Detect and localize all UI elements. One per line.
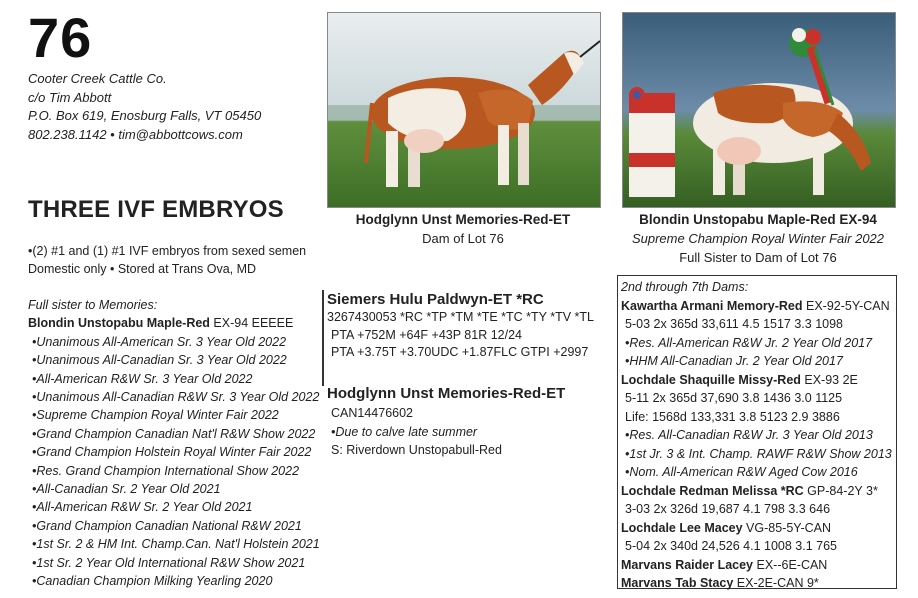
pedigree-detail: 5-03 2x 365d 33,611 4.5 1517 3.3 1098 <box>625 317 844 331</box>
achievement-item: •All-American R&W Sr. 3 Year Old 2022 <box>32 371 253 386</box>
pedigree-dam-classification: VG-85-5Y-CAN <box>742 520 832 535</box>
pedigree-header: 2nd through 7th Dams: <box>621 280 749 294</box>
pedigree-dam-classification: EX-93 2E <box>800 372 858 387</box>
pedigree-detail: •Res. All-American R&W Jr. 2 Year Old 2017 <box>625 335 873 350</box>
sire-name: Siemers Hulu Paldwyn-ET *RC <box>327 291 544 308</box>
dam-caption-title: Hodglynn Unst Memories-Red-ET <box>355 212 571 227</box>
pedigree-list <box>621 278 892 593</box>
consignor-farm: Cooter Creek Cattle Co. <box>28 71 167 86</box>
pedigree-dam-name: Kawartha Armani Memory-Red <box>621 298 803 313</box>
full-sister-header: Full sister to Memories: <box>28 298 158 312</box>
pedigree-dam <box>621 371 892 390</box>
dam-photo <box>327 12 601 208</box>
pedigree-dam-name: Lochdale Shaquille Missy-Red <box>621 372 801 387</box>
dam-section <box>327 384 565 460</box>
achievement-item: •Grand Champion Canadian Nat'l R&W Show 2022 <box>32 426 316 441</box>
dam-registration: CAN14476602 <box>331 406 414 420</box>
dam-caption-subtitle: Dam of Lot 76 <box>422 231 504 246</box>
pedigree-dam-name: Marvans Raider Lacey <box>621 557 754 572</box>
sire-section <box>327 290 594 362</box>
achievement-item: •Grand Champion Holstein Royal Winter Fair 2022 <box>32 445 312 460</box>
full-sister-caption-title: Blondin Unstopabu Maple-Red EX-94 <box>639 212 877 227</box>
pedigree-dam-name: Lochdale Lee Macey <box>621 520 743 535</box>
dam-name: Hodglynn Unst Memories-Red-ET <box>327 385 566 402</box>
full-sister-section <box>28 296 320 591</box>
pedigree-dam-classification: EX-2E-CAN 9* <box>733 576 819 590</box>
dam-note: •Due to calve late summer <box>331 424 478 439</box>
full-sister-classification: EX-94 EEEEE <box>209 316 294 331</box>
achievement-item: •Res. Grand Champion International Show 2022 <box>32 463 300 478</box>
achievement-item: •All-American R&W Sr. 2 Year Old 2021 <box>32 500 253 515</box>
description-line: •(2) #1 and (1) #1 IVF embryos from sexed semen <box>28 244 307 258</box>
dam-service: S: Riverdown Unstopabull-Red <box>331 443 502 457</box>
pedigree-dam <box>621 297 892 316</box>
achievement-item: •Unanimous All-American Sr. 3 Year Old 2022 <box>32 334 287 349</box>
pedigree-detail: 5-04 2x 340d 24,526 4.1 1008 3.1 765 <box>625 539 837 553</box>
pedigree-detail: Life: 1568d 133,331 3.8 5123 2.9 3886 <box>625 409 840 424</box>
pedigree-detail: 5-11 2x 365d 37,690 3.8 1436 3.0 1125 <box>625 391 843 405</box>
consignor-contact <box>28 70 261 144</box>
consignor-address: P.O. Box 619, Enosburg Falls, VT 05450 <box>28 108 262 123</box>
achievement-item: •Grand Champion Canadian National R&W 2021 <box>32 518 302 533</box>
cow-champion-image <box>623 13 895 207</box>
pedigree-detail: •Res. All-Canadian R&W Jr. 3 Year Old 2013 <box>625 428 873 442</box>
achievement-item: •All-Canadian Sr. 2 Year Old 2021 <box>32 482 221 497</box>
consignor-care-of: c/o Tim Abbott <box>28 89 112 105</box>
achievement-item: •1st Sr. 2 Year Old International R&W Show 2021 <box>32 555 306 570</box>
pedigree-dam <box>621 556 892 575</box>
pedigree-dam-name: Marvans Tab Stacy <box>621 576 734 590</box>
offering-headline: THREE IVF EMBRYOS <box>28 196 284 223</box>
pedigree-detail: •1st Jr. 3 & Int. Champ. RAWF R&W Show 2013 <box>625 446 892 461</box>
achievement-item: •Unanimous All-Canadian Sr. 3 Year Old 2022 <box>32 353 287 368</box>
pedigree-dam <box>621 519 892 538</box>
pedigree-dam-classification: EX-92-5Y-CAN <box>802 298 890 313</box>
sire-line: PTA +752M +64F +43P 81R 12/24 <box>331 327 522 342</box>
sire-line: 3267430053 *RC *TP *TM *TE *TC *TY *TV *TL <box>327 310 595 324</box>
achievement-item: •Supreme Champion Royal Winter Fair 2022 <box>32 408 279 423</box>
full-sister-name-line <box>28 314 320 332</box>
pedigree-detail: 3-03 2x 326d 19,687 4.1 798 3.3 646 <box>625 502 831 516</box>
full-sister-photo-caption <box>610 210 906 267</box>
sire-line: PTA +3.75T +3.70UDC +1.87FLC GTPI +2997 <box>331 345 589 359</box>
achievement-item: •Unanimous All-Canadian R&W Sr. 3 Year Old 2022 <box>32 390 320 405</box>
section-divider <box>322 290 324 386</box>
pedigree-dam-classification: GP-84-2Y 3* <box>803 483 878 498</box>
pedigree-dam-name: Lochdale Redman Melissa *RC <box>621 483 804 498</box>
pedigree-detail: •HHM All-Canadian Jr. 2 Year Old 2017 <box>625 354 843 368</box>
offering-description <box>28 242 306 278</box>
achievement-item: •Canadian Champion Milking Yearling 2020 <box>32 574 273 589</box>
full-sister-photo <box>622 12 896 208</box>
pedigree-dam <box>621 482 892 501</box>
pedigree-dam-classification: EX--6E-CAN <box>753 557 828 572</box>
pedigree-detail: •Nom. All-American R&W Aged Cow 2016 <box>625 465 858 479</box>
description-line: Domestic only • Stored at Trans Ova, MD <box>28 262 257 276</box>
cow-standing-image <box>328 13 600 207</box>
lot-number: 76 <box>28 6 93 69</box>
consignor-phone-email: 802.238.1142 • tim@abbottcows.com <box>28 126 243 142</box>
full-sister-caption-subtitle: Supreme Champion Royal Winter Fair 2022 <box>631 231 885 246</box>
achievement-item: •1st Sr. 2 & HM Int. Champ.Can. Nat'l Holstein 2021 <box>32 537 320 552</box>
pedigree-dam <box>621 574 892 593</box>
full-sister-name: Blondin Unstopabu Maple-Red <box>28 316 210 331</box>
dam-photo-caption <box>327 210 599 248</box>
full-sister-caption-note: Full Sister to Dam of Lot 76 <box>679 250 837 265</box>
